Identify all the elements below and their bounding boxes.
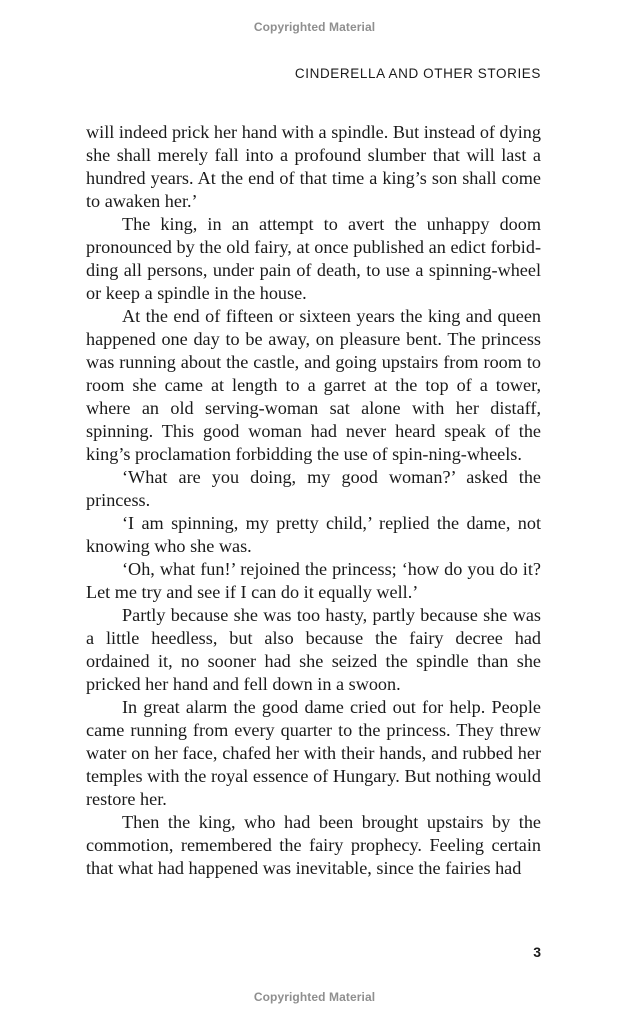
paragraph-continued: will indeed prick her hand with a spindle. But instead of dying she shall merely fall into a profound slumber that will last a hundred years. At the end of that time a king’s son shall come to awaken her.’ bbox=[86, 122, 541, 211]
paragraph: ‘I am spinning, my pretty child,’ replied the dame, not knowing who she was. bbox=[86, 513, 541, 556]
paragraph: ‘Oh, what fun!’ rejoined the princess; ‘how do you do it? Let me try and see if I can do it equally well.’ bbox=[86, 559, 541, 602]
copyright-watermark-bottom: Copyrighted Material bbox=[253, 990, 376, 1004]
paragraph: Then the king, who had been brought upstairs by the commotion, remembered the fairy prophecy. Feeling certain that what had happened was inevitable, since the fairies had bbox=[86, 812, 541, 878]
paragraph: In great alarm the good dame cried out for help. People came running from every quarter to the princess. They threw water on her face, chafed her with their hands, and rubbed her temples with the royal essence of Hungary. But nothing would restore her. bbox=[86, 697, 541, 809]
copyright-watermark-top: Copyrighted Material bbox=[253, 20, 376, 34]
paragraph: Partly because she was too hasty, partly because she was a little heedless, but also because the fairy decree had ordained it, no sooner had she seized the spindle than she pricked her hand and fell down in a swoon. bbox=[86, 605, 541, 694]
paragraph: ‘What are you doing, my good woman?’ asked the princess. bbox=[86, 467, 541, 510]
running-head: CINDERELLA AND OTHER STORIES bbox=[294, 66, 541, 81]
page-number: 3 bbox=[533, 944, 541, 960]
paragraph: The king, in an attempt to avert the unhappy doom pronounced by the old fairy, at once published an edict forbid-ding all persons, under pain of death, to use a spinning-wheel or keep a spindle in the house. bbox=[86, 214, 541, 303]
paragraph: At the end of fifteen or sixteen years the king and queen happened one day to be away, on pleasure bent. The princess was running about the castle, and going upstairs from room to room she came at length to a garret at the top of a tower, where an old serving-woman sat alone with her distaff, spinning. This good woman had never heard speak of the king’s proclamation forbidding the use of spin-ning-wheels. bbox=[86, 306, 541, 464]
body-text bbox=[86, 121, 541, 880]
